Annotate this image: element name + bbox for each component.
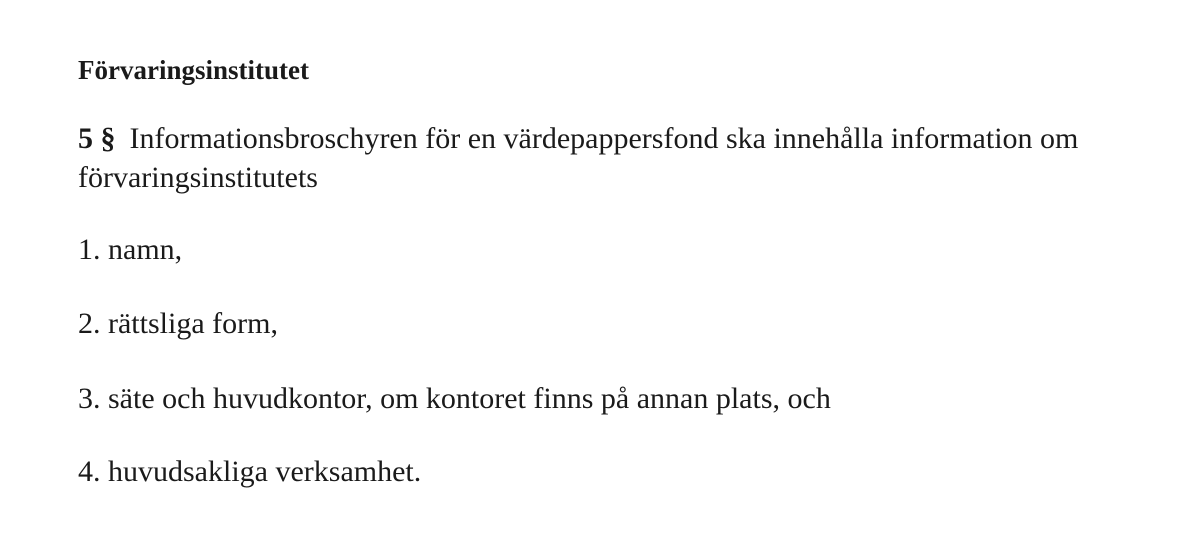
list-item: 1. namn, xyxy=(78,233,183,266)
paragraph-number: 5 § xyxy=(78,122,116,155)
section-heading: Förvaringsinstitutet xyxy=(78,55,309,85)
paragraph xyxy=(78,119,1173,197)
list-item: 4. huvudsakliga verksamhet. xyxy=(78,455,422,488)
paragraph-text: Informationsbroschyren för en värdepappersfond ska innehålla information om förvaringsinstitutets xyxy=(78,122,1079,194)
list-item: 2. rättsliga form, xyxy=(78,307,278,340)
list-item: 3. säte och huvudkontor, om kontoret finns på annan plats, och xyxy=(78,382,831,415)
